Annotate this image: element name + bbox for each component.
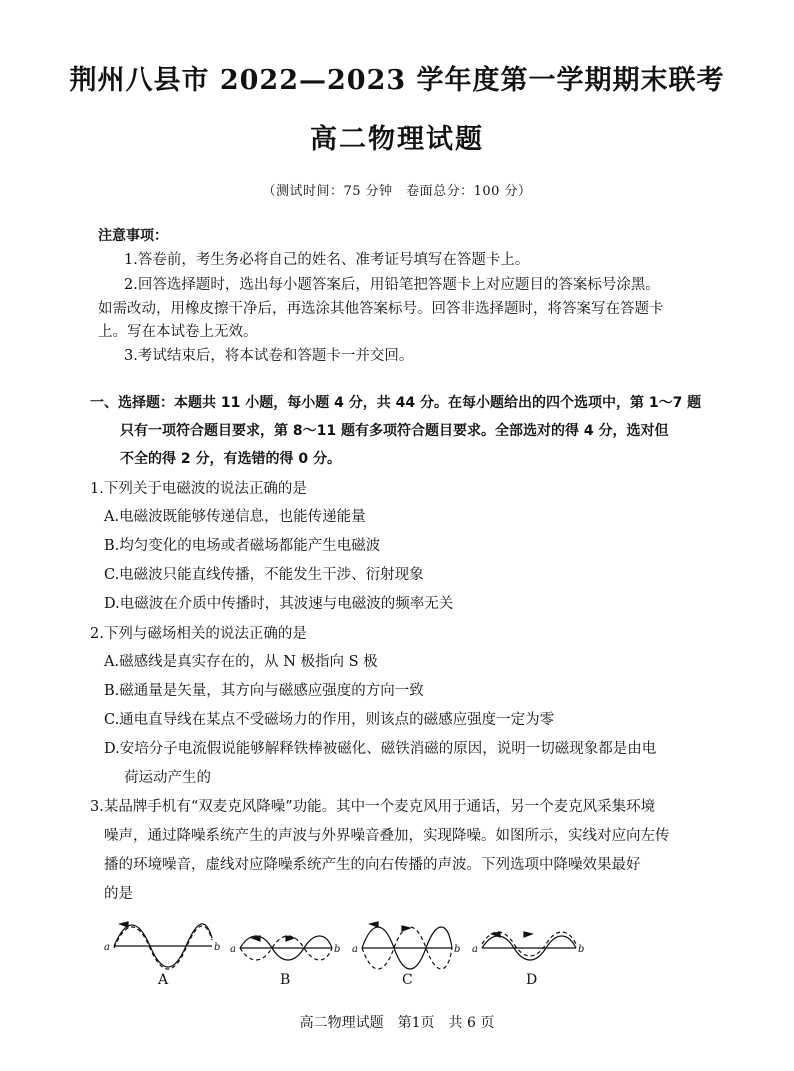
- wave-figure: [100, 918, 585, 998]
- question-stem: 2.下列与磁场相关的说法正确的是: [90, 626, 307, 642]
- notice-item: 上。写在本试卷上无效。: [98, 324, 258, 340]
- endpoint-label: b: [578, 944, 585, 955]
- question-stem: 的是: [104, 886, 133, 902]
- question-option: D.电磁波在介质中传播时，其波速与电磁波的频率无关: [104, 596, 454, 612]
- wave-diagram-d: [482, 932, 576, 960]
- question-option: 荷运动产生的: [124, 770, 211, 786]
- question-option: D.安培分子电流假说能够解释铁棒被磁化、磁铁消磁的原因，说明一切磁现象都是由电: [104, 741, 657, 757]
- notice-item: 1.答卷前，考生务必将自己的姓名、准考证号填写在答题卡上。: [124, 252, 530, 268]
- question-stem: 播的环境噪音，虚线对应降噪系统产生的向右传播的声波。下列选项中降噪效果最好: [104, 857, 641, 873]
- exam-meta: （测试时间：75 分钟 卷面总分：100 分）: [262, 184, 532, 199]
- arrow-right-icon: [286, 936, 294, 941]
- question-option: B.均匀变化的电场或者磁场都能产生电磁波: [104, 538, 381, 554]
- wave-diagram-c: [362, 922, 452, 969]
- exam-subtitle: 高二物理试题: [310, 124, 484, 155]
- figure-label-c: C: [402, 972, 413, 988]
- endpoint-label: b: [214, 942, 221, 953]
- figure-label-a: A: [158, 972, 169, 988]
- question-option: A.电磁波既能够传递信息，也能传递能量: [104, 509, 366, 525]
- page-footer: 高二物理试题 第1页 共 6 页: [299, 1015, 495, 1031]
- question-stem: 3.某品牌手机有“双麦克风降噪”功能。其中一个麦克风用于通话，另一个麦克风采集环境: [90, 799, 656, 815]
- endpoint-label: a: [230, 944, 236, 955]
- question-option: B.磁通量是矢量，其方向与磁感应强度的方向一致: [104, 683, 424, 699]
- notice-item: 2.回答选择题时，选出每小题答案后，用铅笔把答题卡上对应题目的答案标号涂黑。: [124, 277, 660, 293]
- figure-label-d: D: [526, 972, 538, 988]
- arrow-right-icon: [524, 932, 532, 937]
- notice-heading: 注意事项：: [98, 228, 168, 244]
- question-stem: 1.下列关于电磁波的说法正确的是: [90, 481, 307, 497]
- arrow-left-icon: [120, 922, 128, 927]
- question-stem: 噪声，通过降噪系统产生的声波与外界噪音叠加，实现降噪。如图所示，实线对应向左传: [104, 828, 670, 844]
- section-instructions: 不全的得 2 分，有选错的得 0 分。: [120, 451, 341, 467]
- arrow-left-icon: [370, 922, 378, 927]
- question-option: C.通电直导线在某点不受磁场力的作用，则该点的磁感应强度一定为零: [104, 712, 555, 728]
- wave-diagram-b: [240, 936, 332, 960]
- wave-diagram-a: [114, 922, 212, 969]
- section-instructions: 只有一项符合题目要求，第 8～11 题有多项符合题目要求。全部选对的得 4 分，选对但: [120, 423, 669, 439]
- endpoint-label: b: [454, 944, 461, 955]
- notice-item: 如需改动，用橡皮擦干净后，再选涂其他答案标号。回答非选择题时，将答案写在答题卡: [98, 301, 664, 317]
- arrow-right-icon: [402, 926, 410, 931]
- endpoint-label: a: [104, 942, 110, 953]
- exam-title: 荆州八县市 2022—2023 学年度第一学期期末联考: [69, 65, 725, 96]
- endpoint-label: b: [334, 944, 341, 955]
- notice-item: 3.考试结束后，将本试卷和答题卡一并交回。: [124, 348, 414, 364]
- endpoint-label: a: [472, 944, 478, 955]
- question-option: A.磁感线是真实存在的，从 N 极指向 S 极: [104, 654, 378, 670]
- figure-label-b: B: [280, 972, 291, 988]
- section-instructions: 一、选择题：本题共 11 小题，每小题 4 分，共 44 分。在每小题给出的四个选项中，第 1～7 题: [90, 395, 702, 411]
- endpoint-label: a: [352, 944, 358, 955]
- question-option: C.电磁波只能直线传播，不能发生干涉、衍射现象: [104, 567, 424, 583]
